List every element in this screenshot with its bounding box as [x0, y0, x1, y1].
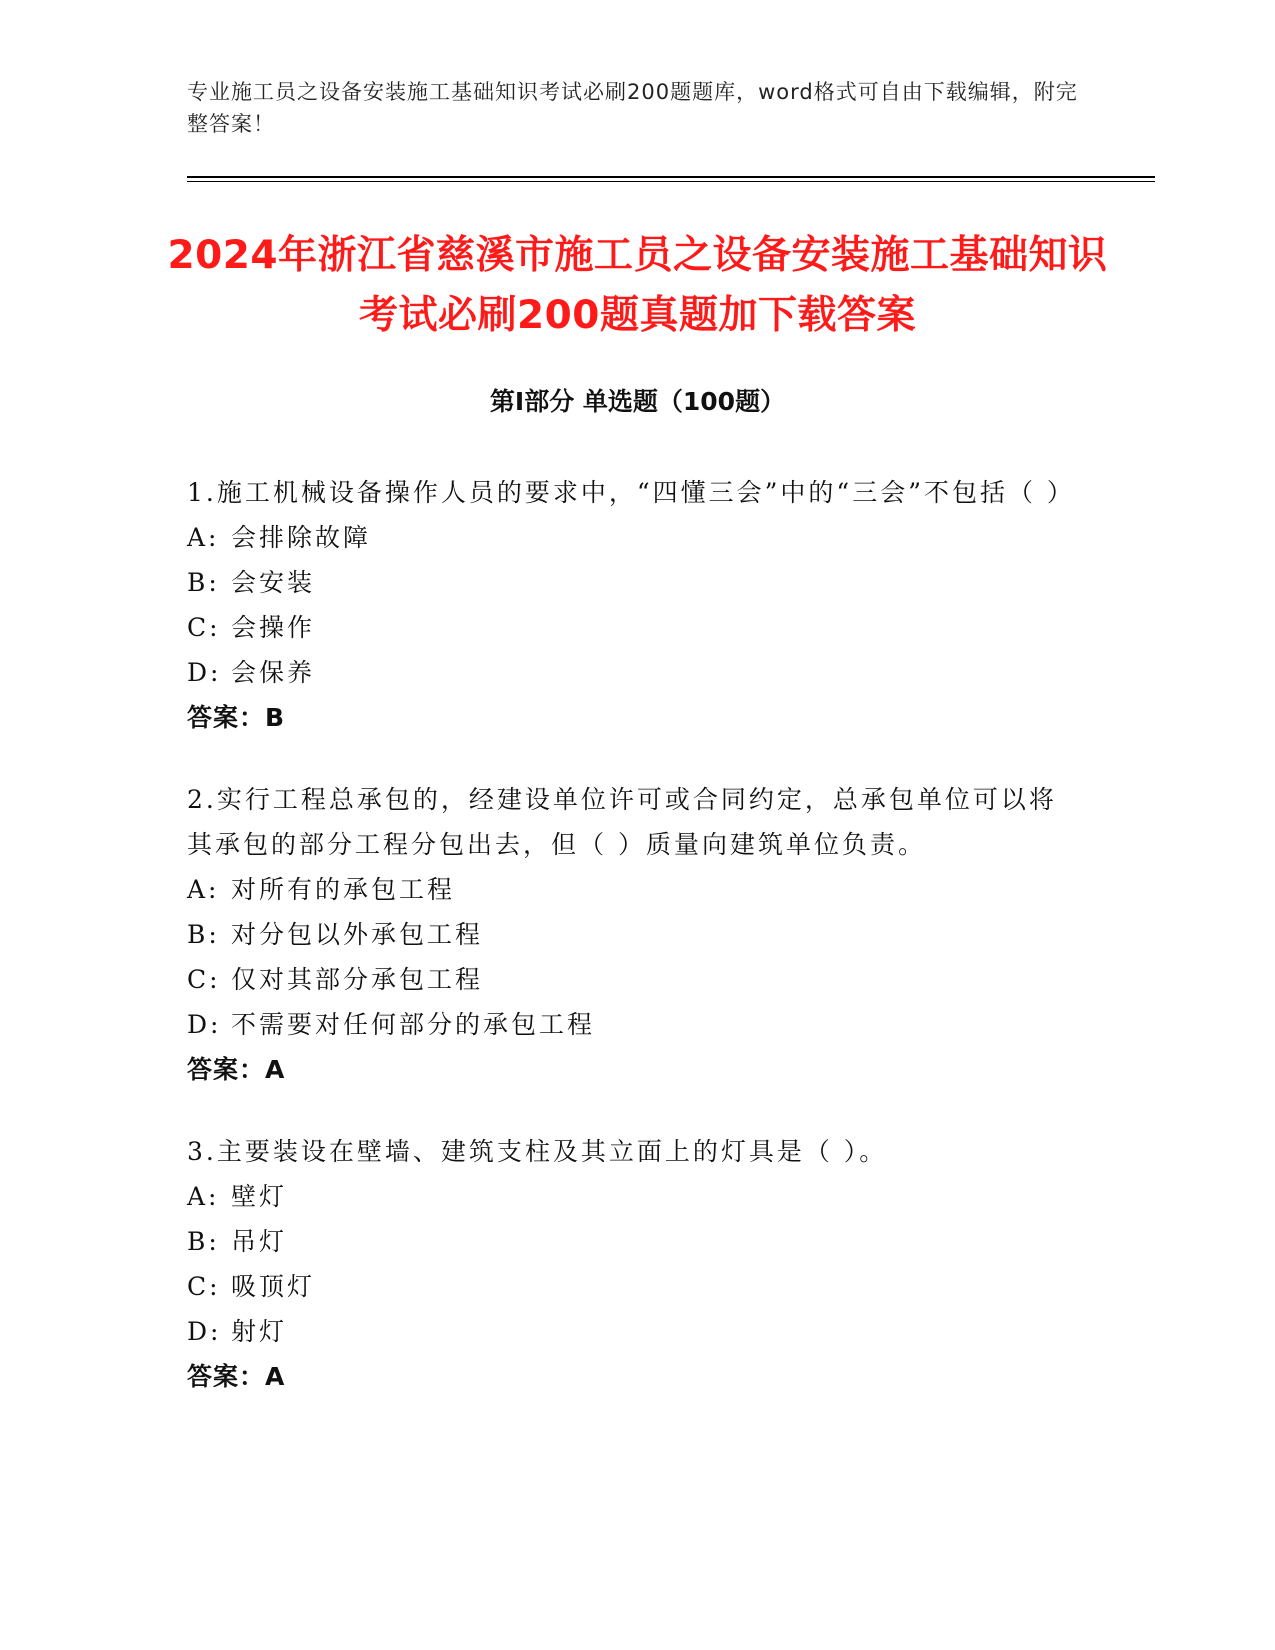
option-text: 会保养	[231, 658, 316, 687]
question-1	[187, 470, 1075, 740]
option-letter: D:	[187, 1010, 222, 1039]
section-heading: 第Ⅰ部分 单选题（100题）	[489, 387, 786, 416]
option-text: 会安装	[231, 568, 316, 597]
header-divider-thick	[187, 176, 1155, 178]
option-b	[187, 560, 1067, 605]
question-3	[187, 1129, 1067, 1399]
option-text: 吸顶灯	[231, 1272, 316, 1301]
question-stem: 3.主要装设在壁墙、建筑支柱及其立面上的灯具是（ ）。	[187, 1137, 888, 1166]
option-letter: A:	[187, 523, 220, 552]
option-text: 吊灯	[231, 1227, 288, 1256]
answer-line: 答案：B	[187, 703, 286, 732]
option-letter: C:	[187, 965, 221, 994]
option-letter: A:	[187, 1182, 220, 1211]
option-d	[187, 1309, 1067, 1354]
option-c	[187, 957, 1067, 1002]
answer-line: 答案：A	[187, 1362, 286, 1391]
option-d	[187, 650, 1067, 695]
option-letter: C:	[187, 1272, 221, 1301]
document-title: 2024年浙江省慈溪市施工员之设备安装施工基础知识考试必刷200题真题加下载答案	[167, 233, 1108, 338]
answer-line: 答案：A	[187, 1055, 286, 1084]
option-text: 对分包以外承包工程	[231, 920, 484, 949]
option-c	[187, 605, 1067, 650]
option-text: 会操作	[231, 613, 316, 642]
question-stem: 2.实行工程总承包的，经建设单位许可或合同约定，总承包单位可以将其承包的部分工程分包出去，但（ ）质量向建筑单位负责。	[187, 785, 1057, 859]
option-b	[187, 1219, 1067, 1264]
question-stem: 1.施工机械设备操作人员的要求中，“四懂三会”中的“三会”不包括（ ）	[187, 478, 1075, 507]
option-letter: C:	[187, 613, 221, 642]
option-letter: D:	[187, 658, 222, 687]
option-letter: D:	[187, 1317, 222, 1346]
option-d	[187, 1002, 1067, 1047]
option-a	[187, 1174, 1067, 1219]
option-text: 对所有的承包工程	[231, 875, 456, 904]
question-2	[187, 777, 1067, 1092]
option-c	[187, 1264, 1067, 1309]
option-letter: B:	[187, 920, 220, 949]
header-note: 专业施工员之设备安装施工基础知识考试必刷200题题库，word格式可自由下载编辑，附完整答案！	[187, 80, 1078, 136]
option-text: 会排除故障	[231, 523, 372, 552]
option-text: 射灯	[231, 1317, 288, 1346]
option-a	[187, 515, 1067, 560]
question-list	[187, 470, 1075, 1436]
option-text: 壁灯	[231, 1182, 288, 1211]
option-letter: A:	[187, 875, 220, 904]
option-text: 仅对其部分承包工程	[231, 965, 484, 994]
option-letter: B:	[187, 568, 220, 597]
header-divider-thin	[187, 181, 1155, 182]
option-b	[187, 912, 1067, 957]
option-letter: B:	[187, 1227, 220, 1256]
option-text: 不需要对任何部分的承包工程	[231, 1010, 596, 1039]
option-a	[187, 867, 1067, 912]
